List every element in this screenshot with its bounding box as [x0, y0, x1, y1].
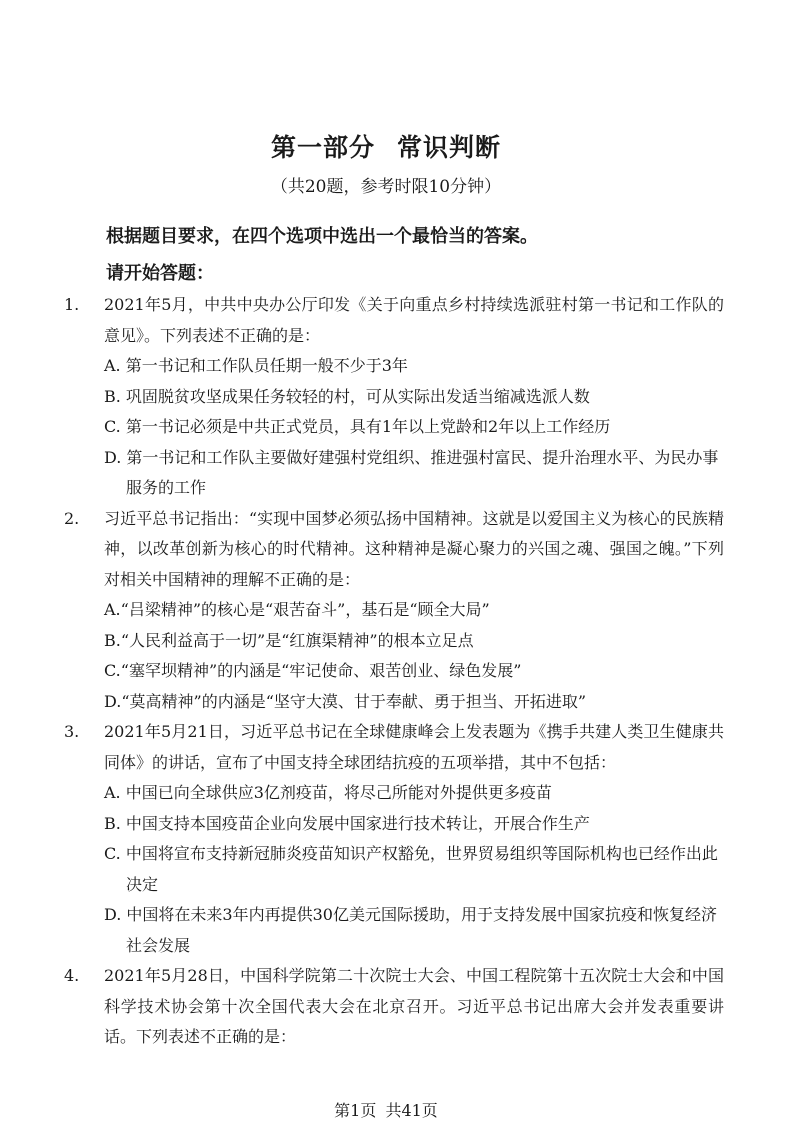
option-b — [104, 382, 724, 413]
option-text: D. 中国将在未来3年内再提供30亿美元国际援助，用于支持发展中国家抗疫和恢复经济社会发展 — [104, 905, 717, 955]
option-a — [104, 595, 724, 626]
option-d — [104, 687, 724, 718]
option-text: D.“莫高精神”的内涵是“坚守大漠、甘于奉献、勇于担当、开拓进取” — [104, 691, 587, 711]
section-name: 常识判断 — [397, 133, 502, 162]
question-4 — [64, 961, 724, 1053]
option-d — [104, 443, 724, 504]
option-text: D. 第一书记和工作队主要做好建强村党组织、推进强村富民、提升治理水平、为民办事服务的工作 — [104, 447, 719, 497]
start-prompt: 请开始答题： — [106, 263, 214, 284]
option-text: C. 中国将宣布支持新冠肺炎疫苗知识产权豁免，世界贸易组织等国际机构也已经作出此决定 — [104, 844, 718, 894]
question-2 — [64, 504, 724, 718]
option-a — [104, 778, 724, 809]
section-subtitle: （共20题，参考时限10分钟） — [270, 177, 502, 197]
section-title — [0, 128, 772, 164]
option-text: A.“吕梁精神”的核心是“艰苦奋斗”，基石是“顾全大局” — [104, 600, 490, 619]
option-text: A. 中国已向全球供应3亿剂疫苗，将尽己所能对外提供更多疫苗 — [104, 783, 552, 802]
option-text: B. 中国支持本国疫苗企业向发展中国家进行技术转让，开展合作生产 — [104, 813, 590, 833]
option-b — [104, 809, 724, 840]
question-number: 2. — [64, 508, 80, 528]
question-stem: 2021年5月，中共中央办公厅印发《关于向重点乡村持续选派驻村第一书记和工作队的意见》。下列表述不正确的是： — [104, 295, 724, 345]
option-d — [104, 900, 724, 961]
option-text: C.“塞罕坝精神”的内涵是“牢记使命、艰苦创业、绿色发展” — [104, 661, 522, 680]
option-b — [104, 626, 724, 657]
question-stem: 2021年5月21日，习近平总书记在全球健康峰会上发表题为《携手共建人类卫生健康共同体》的讲话，宣布了中国支持全球团结抗疫的五项举措，其中不包括： — [104, 722, 724, 772]
question-1 — [64, 290, 724, 504]
question-number: 4. — [64, 966, 80, 985]
question-list — [64, 290, 724, 1053]
option-text: C. 第一书记必须是中共正式党员，具有1年以上党龄和2年以上工作经历 — [104, 417, 611, 436]
question-number: 1. — [64, 295, 80, 314]
option-text: B.“人民利益高于一切”是“红旗渠精神”的根本立足点 — [104, 630, 474, 650]
instruction-text: 根据题目要求，在四个选项中选出一个最恰当的答案。 — [106, 226, 538, 247]
question-3 — [64, 717, 724, 961]
option-text: B. 巩固脱贫攻坚成果任务较轻的村，可从实际出发适当缩减选派人数 — [104, 386, 590, 406]
option-a — [104, 351, 724, 382]
page-footer: 第1页 共41页 — [334, 1101, 438, 1120]
option-c — [104, 839, 724, 900]
option-c — [104, 656, 724, 687]
section-part: 第一部分 — [270, 133, 375, 162]
question-stem: 习近平总书记指出：“实现中国梦必须弘扬中国精神。这就是以爱国主义为核心的民族精神，以改革创新为核心的时代精神。这种精神是凝心聚力的兴国之魂、强国之魄。”下列对相关中国精神的理解不正确的是： — [104, 508, 724, 589]
option-c — [104, 412, 724, 443]
question-number: 3. — [64, 722, 80, 741]
question-stem: 2021年5月28日，中国科学院第二十次院士大会、中国工程院第十五次院士大会和中国科学技术协会第十次全国代表大会在北京召开。习近平总书记出席大会并发表重要讲话。下列表述不正确的是： — [104, 966, 724, 1046]
option-text: A. 第一书记和工作队员任期一般不少于3年 — [104, 356, 408, 375]
